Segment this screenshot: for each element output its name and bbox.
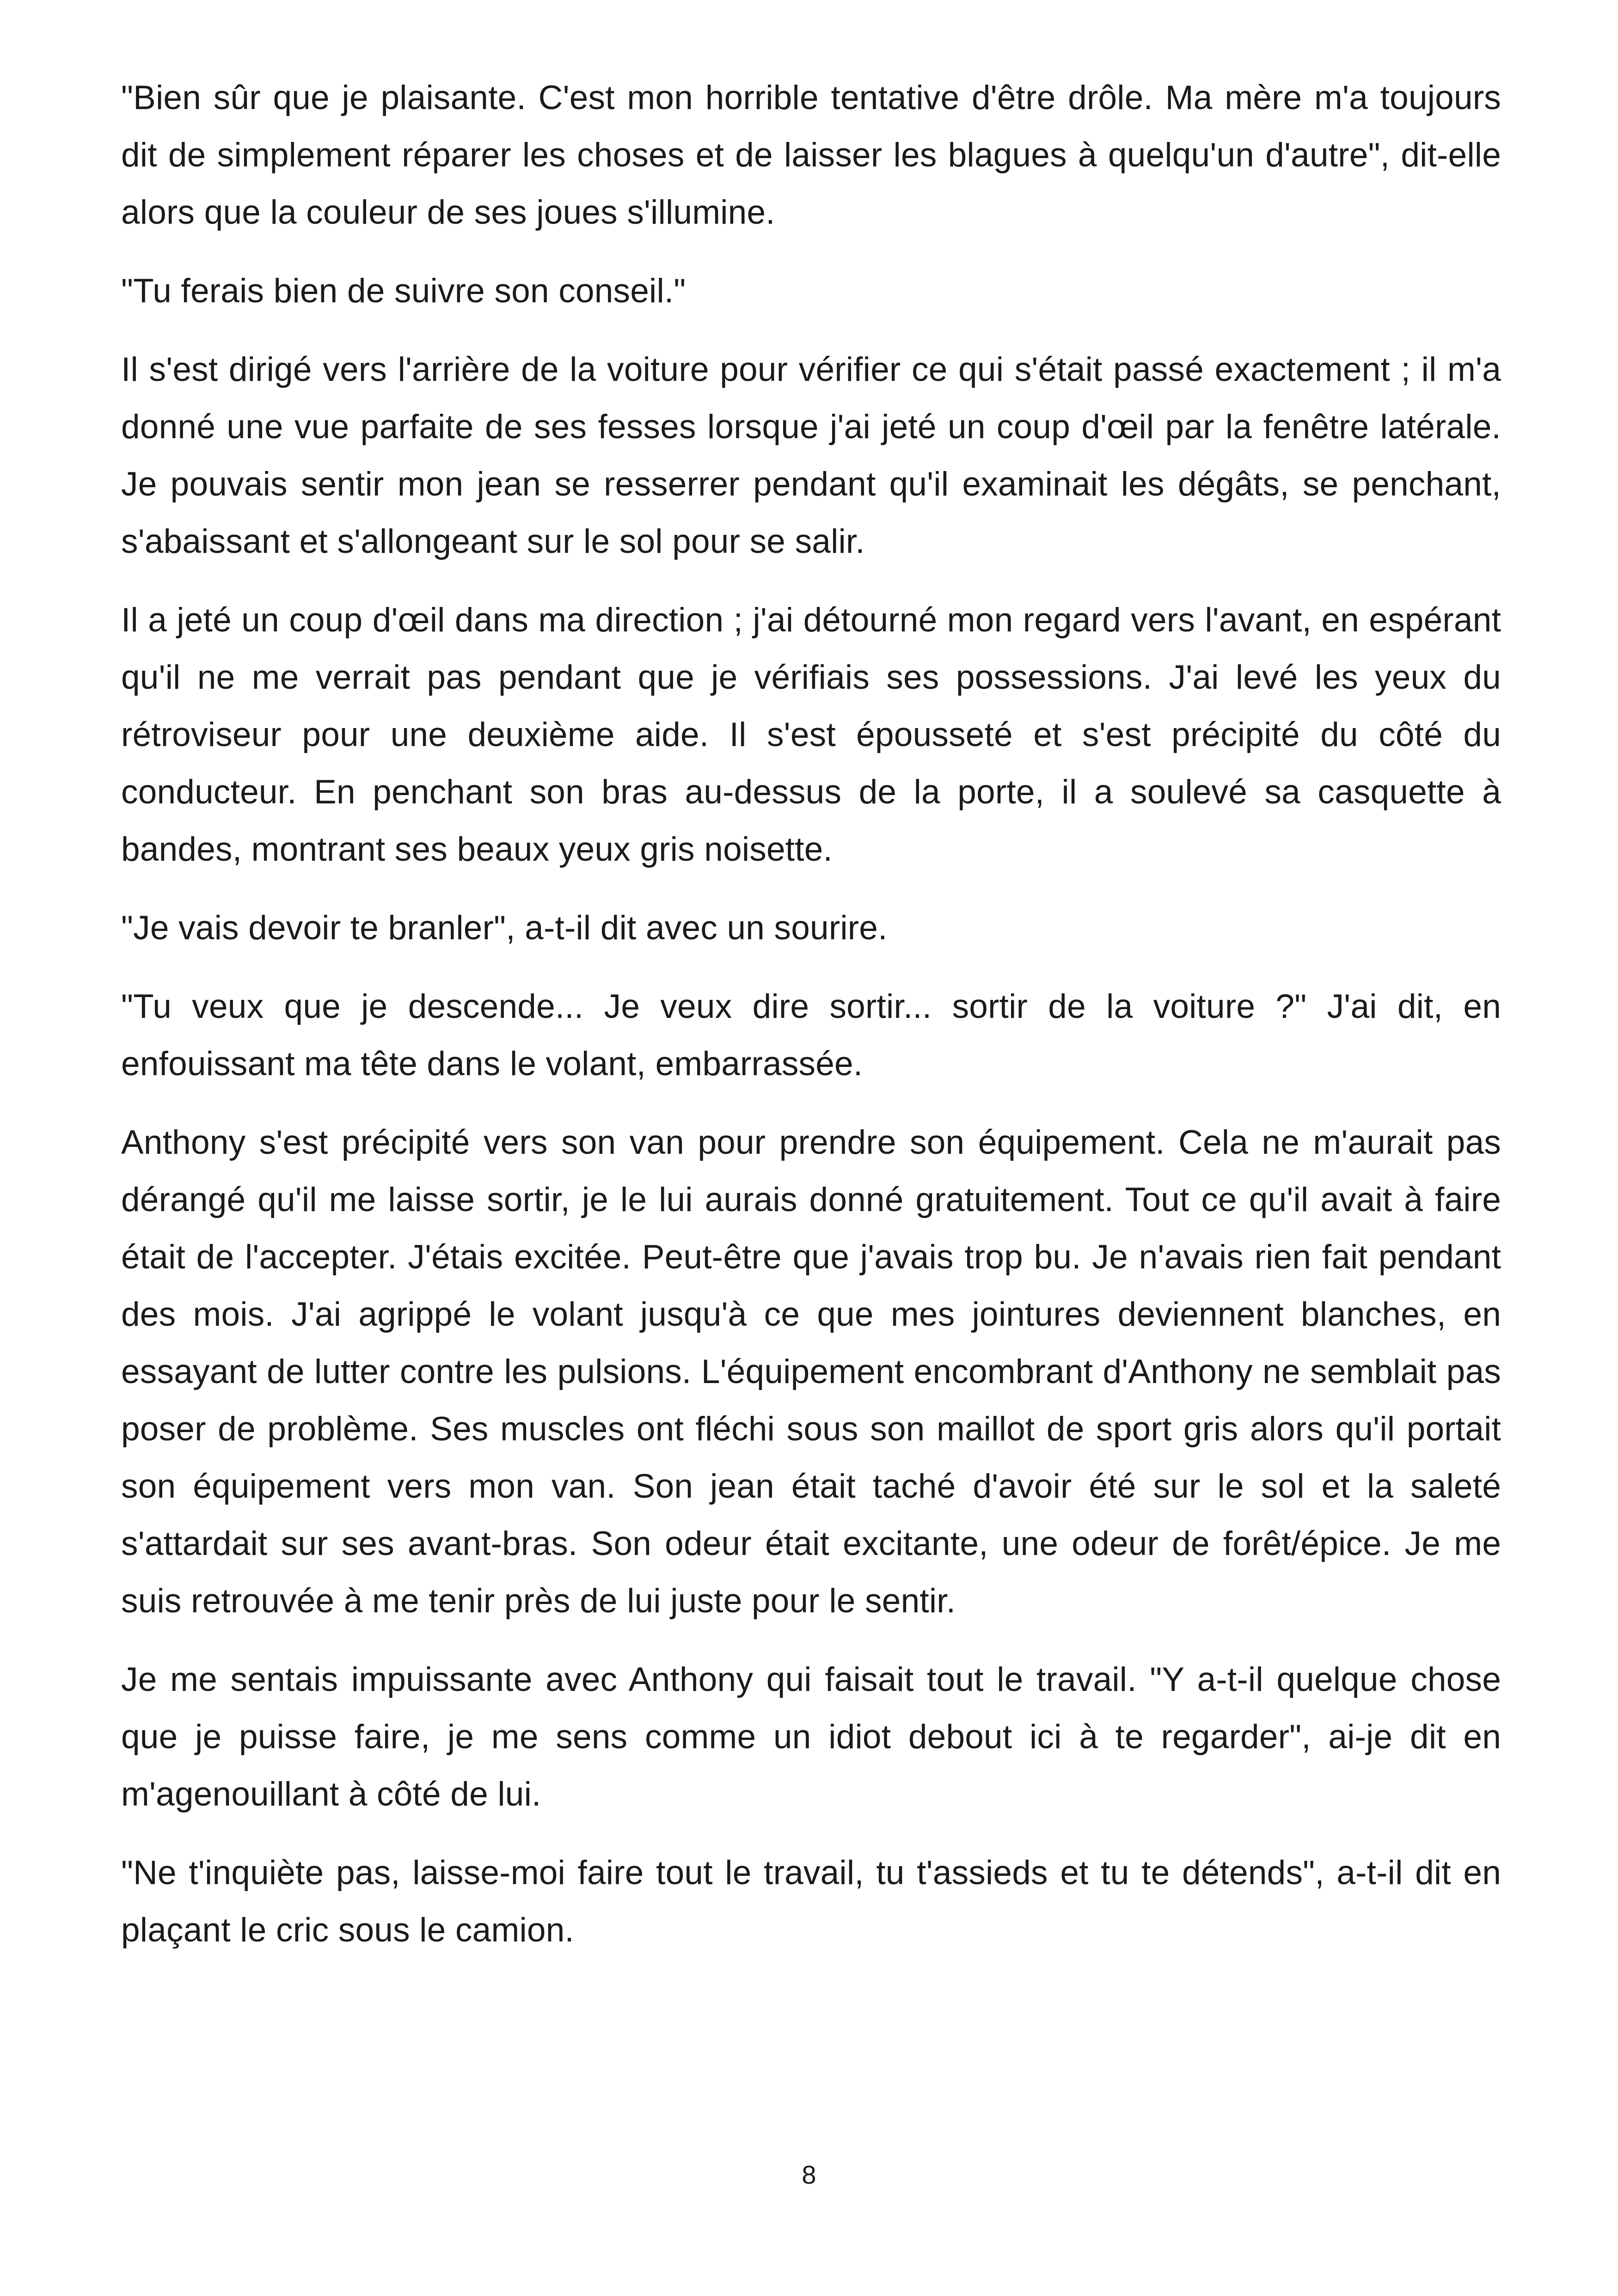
page-number: 8 [802,2160,816,2189]
paragraph-8: Je me sentais impuissante avec Anthony qui faisait tout le travail. "Y a-t-il quelque chose que je puisse faire, je me sens comme un idiot debout ici à te regarder", ai-je dit en m'agenouillant à côté de lui. [121,1661,1501,1813]
paragraph-9: "Ne t'inquiète pas, laisse-moi faire tout le travail, tu t'assieds et tu te détends", a-t-il dit en plaçant le cric sous le camion. [121,1854,1501,1949]
paragraph-6: "Tu veux que je descende... Je veux dire sortir... sortir de la voiture ?" J'ai dit, en enfouissant ma tête dans le volant, embarrassée. [121,988,1501,1083]
paragraph-1: "Bien sûr que je plaisante. C'est mon horrible tentative d'être drôle. Ma mère m'a toujours dit de simplement réparer les choses et de laisser les blagues à quelqu'un d'autre", dit-elle alors que la couleur de ses joues s'illumine. [121,79,1501,231]
paragraph-4: Il a jeté un coup d'œil dans ma direction ; j'ai détourné mon regard vers l'avant, en espérant qu'il ne me verrait pas pendant que je vérifiais ses possessions. J'ai levé les yeux du rétroviseur pour une deuxième aide. Il s'est épousseté et s'est précipité du côté du conducteur. En penchant son bras au-dessus de la porte, il a soulevé sa casquette à bandes, montrant ses beaux yeux gris noisette. [121,601,1501,868]
paragraph-3: Il s'est dirigé vers l'arrière de la voiture pour vérifier ce qui s'était passé exactement ; il m'a donné une vue parfaite de ses fesses lorsque j'ai jeté un coup d'œil par la fenêtre latérale. Je pouvais sentir mon jean se resserrer pendant qu'il examinait les dégâts, se penchant, s'abaissant et s'allongeant sur le sol pour se salir. [121,351,1501,560]
paragraph-2: "Tu ferais bien de suivre son conseil." [121,272,686,310]
paragraph-5: "Je vais devoir te branler", a-t-il dit avec un sourire. [121,909,888,947]
paragraph-7: Anthony s'est précipité vers son van pour prendre son équipement. Cela ne m'aurait pas dérangé qu'il me laisse sortir, je le lui aurais donné gratuitement. Tout ce qu'il avait à faire était de l'accepter. J'étais excitée. Peut-être que j'avais trop bu. Je n'avais rien fait pendant des mois. J'ai agrippé le volant jusqu'à ce que mes jointures deviennent blanches, en essayant de lutter contre les pulsions. L'équipement encombrant d'Anthony ne semblait pas poser de problème. Ses muscles ont fléchi sous son maillot de sport gris alors qu'il portait son équipement vers mon van. Son jean était taché d'avoir été sur le sol et la saleté s'attardait sur ses avant-bras. Son odeur était excitante, une odeur de forêt/épice. Je me suis retrouvée à me tenir près de lui juste pour le sentir. [121,1124,1501,1620]
page-body [121,69,1501,1980]
